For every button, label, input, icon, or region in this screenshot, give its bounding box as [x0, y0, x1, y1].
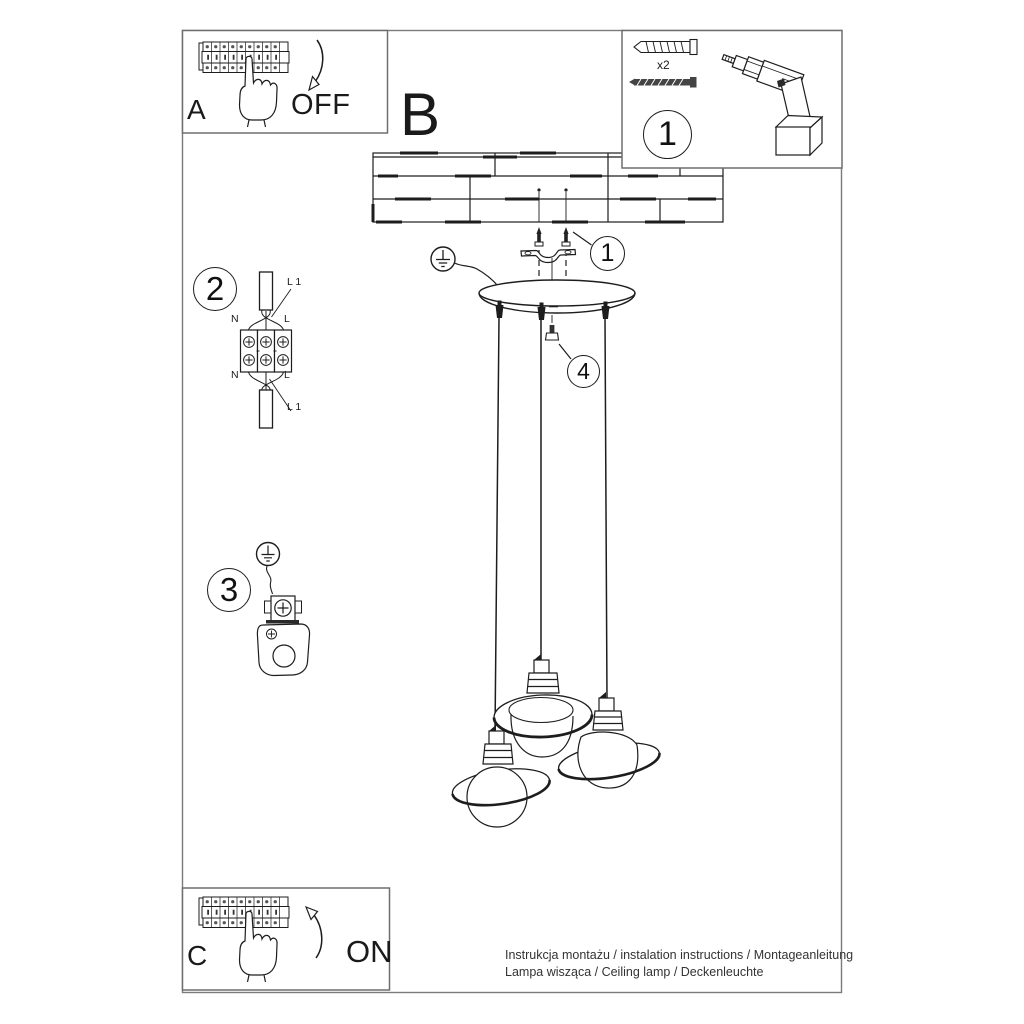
step-a-label: A — [187, 94, 206, 125]
ground-symbol-icon — [431, 247, 498, 286]
wire-label-live-top: L 1 — [287, 276, 302, 288]
on-label: ON — [346, 934, 393, 969]
wire-label-line-top: L — [284, 313, 290, 325]
footer-text — [505, 947, 853, 980]
ground-clamp-diagram — [257, 543, 310, 676]
footer-line-2: Lampa wisząca / Ceiling lamp / Deckenleuchte — [505, 964, 764, 979]
step-b-label: B — [400, 81, 441, 148]
terminal-block-diagram — [241, 272, 292, 428]
wire-label-neutral-bottom: N — [231, 369, 239, 381]
callout-kit-number: 1 — [643, 110, 692, 159]
off-label: OFF — [291, 89, 351, 121]
wall-plug-icon — [634, 40, 697, 55]
screw-quantity-label: x2 — [657, 58, 670, 72]
callout-wiring: 2 — [193, 267, 237, 311]
wire-label-neutral-top: N — [231, 313, 239, 325]
wire-label-live-bottom: L 1 — [287, 401, 302, 413]
callout-bracket: 1 — [590, 236, 625, 271]
callout-canopy-screw: 4 — [567, 355, 600, 388]
pendant-lamp-middle — [493, 654, 592, 757]
wire-label-line-bottom: L — [284, 369, 290, 381]
canopy — [479, 280, 635, 359]
step-c-label: C — [187, 940, 208, 971]
callout-ground: 3 — [207, 568, 251, 612]
footer-line-1: Instrukcja montażu / instalation instructions / Montageanleitung — [505, 948, 854, 962]
